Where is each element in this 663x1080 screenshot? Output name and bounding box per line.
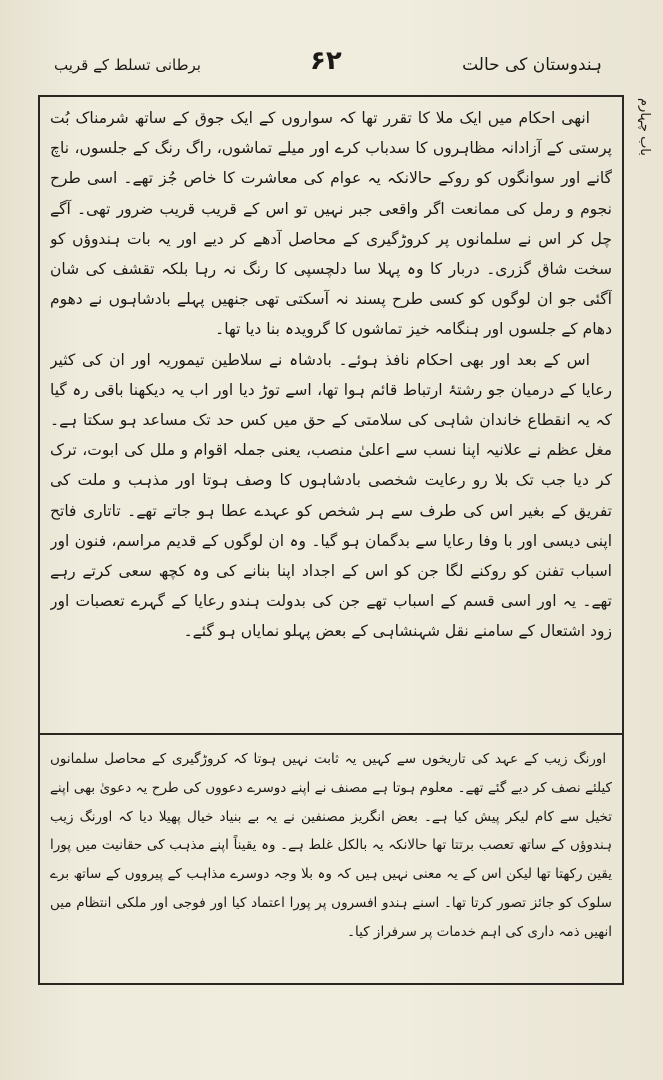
chapter-side-label: باب چہارم [637,98,652,156]
paragraph-2: اس کے بعد اور بھی احکام نافذ ہوئے۔ بادشاہ نے سلاطین تیموریہ اور ان کی کثیر رعایا کے درمیان جو رشتۂ ارتباط قائم ہوا تھا، اسے توڑ دیا اور اب یہ دیکھنا باقی رہ گیا کہ یہ انقطاع خاندان شاہی کی سلامتی کے حق میں کس حد تک مساعد ہو سکتا ہے۔ مغل عظم نے علانیہ اپنا نسب سے اعلیٰ منصب، یعنی جملہ اقوام و ملل کی ابوت، ترک کر دیا جب تک بلا رو رعایت شخصی بادشاہوں کا وصف ہوتا اور مذہب و ملت کی تفریق کے بغیر اس کی طرف سے ہر شخص کو عہدے عطا ہو جاتے تھے۔ تاتاری فاتح اپنی دیسی اور با وفا رعایا سے بدگمان ہو گیا۔ وہ ان لوگوں کے قدیم مراسم، فنون اور اسباب تفنن کو روکنے لگا جن کو اس کے اجداد اپنا بنانے کی وہ کچھ سعی کرتے رہے تھے۔ یہ اور اسی قسم کے اسباب تھے جن کی بدولت ہندو رعایا کے گہرے تعصبات اور زود اشتعال کے سامنے نقل شہنشاہی کے بعض پہلو نمایاں ہو گئے۔ [50,350,612,641]
main-text [50,103,612,723]
page-number: ۶۲ [310,46,342,76]
running-header [40,46,620,86]
header-left-title: برطانی تسلط کے قریب [54,56,201,74]
footnote-text: ؔ اورنگ زیب کے عہد کی تاریخوں سے کہیں یہ ثابت نہیں ہوتا کہ کروڑگیری کے محاصل سلمانوں کیلئے نصف کر دیے گئے تھے۔ معلوم ہوتا ہے مصنف نے اپنے دوسرے دعووں کی طرح یہ دعویٰ بھی اپنے تخیل سے کام لیکر پیش کیا ہے۔ بعض انگریز مصنفین نے یہ بے بنیاد خیال پھیلا دیا کہ اورنگ زیب ہندوؤں کے ساتھ تعصب برتتا تھا حالانکہ یہ بالکل غلط ہے۔ وہ یقیناً اپنے مذہب کی حقانیت میں پورا یقین رکھتا تھا لیکن اس کے یہ معنی نہیں ہیں کہ وہ بلا وجہ دوسرے مذاہب کے پیرووں کے ساتھ برے سلوک کو جائز تصور کرتا تھا۔ اسنے ہندو افسروں پر پورا اعتماد کیا اور فوجی اور ملکی انتظام میں انھیں ذمہ داری کی اہم خدمات پر سرفراز کیا۔ [50,751,612,940]
footnote-divider [40,733,622,735]
paragraph-1: انھی احکام میں ایک ملا کا تقرر تھا کہ سواروں کے ایک جوق کے ساتھ شرمناک بُت پرستی کے آزادانہ مظاہروں کا سدباب کرے اور میلے تماشوں، راگ رنگ کے جلسوں، ناچ گانے اور سوانگوں کو روکے حالانکہ یہ عوام کی معاشرت کا خاص جُز تھے۔ اسی طرح نجوم و رمل کی ممانعت اگر واقعی جبر نہیں تو اس کے قریب قریب ضرور تھی۔ آگے چل کر اس نے سلمانوں پر کروڑگیری کے محاصل آدھے کر دیے اور یہ بات ہندوؤں کو سخت شاق گزری۔ دربار کا وہ پہلا سا دلچسپی کا رنگ نہ رہا بلکہ تقشف کی شان آگئی جو ان لوگوں کو کسی طرح پسند نہ آسکتی تھی جنھیں پہلے بادشاہوں نے دھوم دھام کے جلسوں اور ہنگامہ خیز تماشوں کا گرویدہ بنا دیا تھا۔ [50,109,612,339]
text-frame [38,95,624,985]
footnote [50,745,612,975]
header-right-title: ہندوستان کی حالت [462,55,602,75]
